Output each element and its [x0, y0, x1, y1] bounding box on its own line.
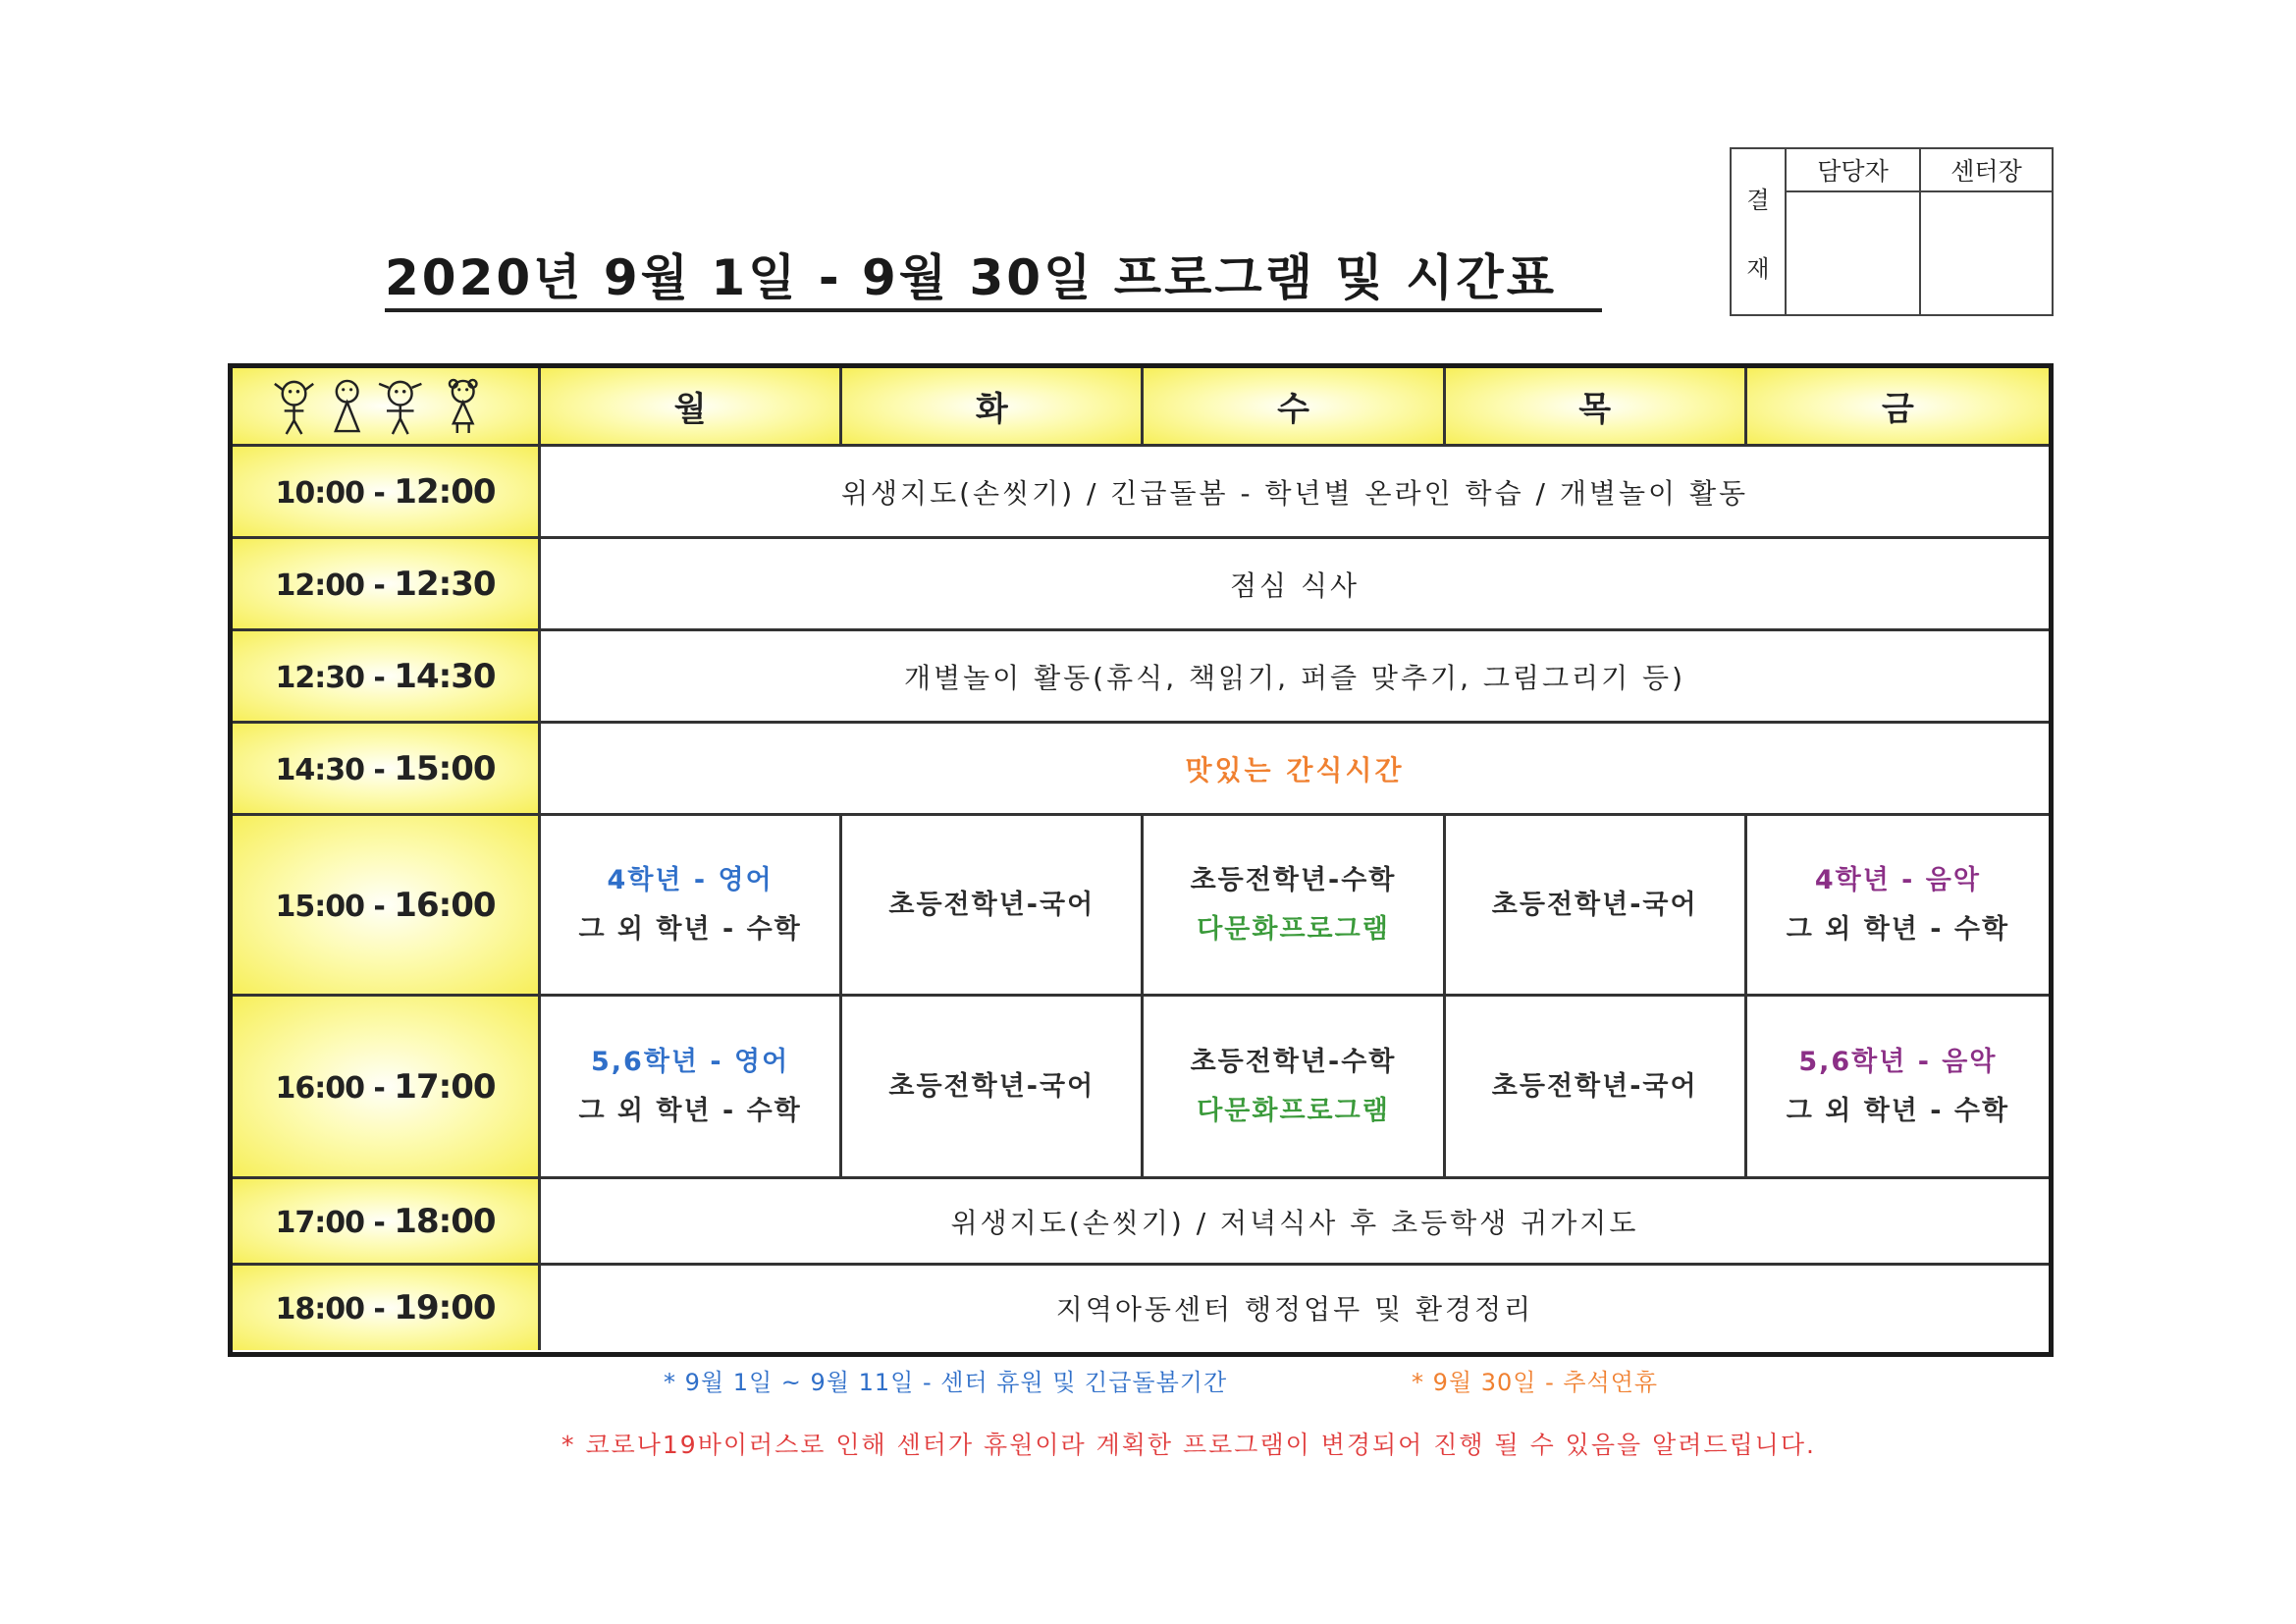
approval-side-top: 결 [1746, 186, 1770, 214]
time-start: 16:00 - [275, 1070, 395, 1106]
class-cell-tue [842, 816, 1144, 997]
time-start: 18:00 - [275, 1292, 395, 1326]
kids-illustration-icon [253, 376, 518, 436]
class-line: 그 외 학년 - 수학 [578, 1095, 802, 1126]
class-cell-mon [541, 816, 842, 997]
class-cell-fri [1747, 997, 2049, 1179]
class-line: 다문화프로그램 [1197, 913, 1390, 945]
time-slot [233, 447, 541, 539]
class-cell-wed [1144, 997, 1445, 1179]
class-line: 5,6학년 - 영어 [591, 1046, 790, 1077]
time-end: 17:00 [394, 1066, 496, 1107]
class-cell-thu [1446, 997, 1747, 1179]
approval-header-director: 센터장 [1919, 149, 2052, 192]
time-end: 12:30 [394, 564, 496, 604]
day-wed: 수 [1144, 368, 1445, 447]
note-covid: * 코로나19바이러스로 인해 센터가 휴원이라 계획한 프로그램이 변경되어 진행 될 수 있음을 알려드립니다. [561, 1431, 1816, 1459]
time-end: 16:00 [394, 885, 496, 925]
time-start: 15:00 - [275, 889, 395, 924]
class-cell-wed [1144, 816, 1445, 997]
time-start: 12:00 - [275, 568, 395, 603]
class-line: 초등전학년-국어 [888, 889, 1095, 920]
class-line: 그 외 학년 - 수학 [1786, 913, 2010, 945]
time-end: 14:30 [394, 656, 496, 696]
class-line: 초등전학년-국어 [1491, 889, 1698, 920]
time-start: 17:00 - [275, 1205, 395, 1240]
class-line: 다문화프로그램 [1197, 1095, 1390, 1126]
time-slot [233, 1179, 541, 1266]
time-start: 14:30 - [275, 752, 395, 787]
page-title: 2020년 9월 1일 - 9월 30일 프로그램 및 시간표 [385, 247, 1602, 312]
timetable [228, 363, 2054, 1357]
time-start: 12:30 - [275, 660, 395, 695]
time-start: 10:00 - [275, 475, 395, 511]
snack-time-row: 맛있는 간식시간 [541, 724, 2049, 816]
class-line: 초등전학년-국어 [888, 1070, 1095, 1102]
activity-row: 개별놀이 활동(휴식, 책읽기, 퍼즐 맞추기, 그림그리기 등) [541, 631, 2049, 724]
time-slot [233, 539, 541, 631]
class-line: 초등전학년-국어 [1491, 1070, 1698, 1102]
approval-box [1730, 147, 2054, 316]
class-line: 그 외 학년 - 수학 [578, 913, 802, 945]
approval-sign-manager [1787, 192, 1919, 314]
approval-header-manager: 담당자 [1787, 149, 1919, 192]
approval-side-label [1732, 149, 1787, 314]
note-chuseok: * 9월 30일 - 추석연휴 [1412, 1369, 1659, 1396]
class-cell-tue [842, 997, 1144, 1179]
class-cell-mon [541, 997, 842, 1179]
class-line: 초등전학년-수학 [1190, 1046, 1397, 1077]
class-cell-thu [1446, 816, 1747, 997]
class-line: 5,6학년 - 음악 [1798, 1046, 1998, 1077]
time-slot [233, 816, 541, 997]
time-slot [233, 724, 541, 816]
activity-row: 점심 식사 [541, 539, 2049, 631]
activity-row: 지역아동센터 행정업무 및 환경정리 [1055, 1293, 1534, 1326]
class-line: 4학년 - 음악 [1814, 864, 1981, 895]
class-cell-fri [1747, 816, 2049, 997]
time-end: 15:00 [394, 748, 496, 788]
corner-cell [233, 368, 541, 447]
class-line: 4학년 - 영어 [607, 864, 774, 895]
time-end: 18:00 [394, 1201, 496, 1241]
activity-row: 위생지도(손씻기) / 긴급돌봄 - 학년별 온라인 학습 / 개별놀이 활동 [541, 447, 2049, 539]
class-line: 그 외 학년 - 수학 [1786, 1095, 2010, 1126]
approval-side-bottom: 재 [1746, 254, 1770, 283]
time-slot [233, 631, 541, 724]
class-line: 초등전학년-수학 [1190, 864, 1397, 895]
day-mon: 월 [541, 368, 842, 447]
activity-row: 위생지도(손씻기) / 저녁식사 후 초등학생 귀가지도 [541, 1179, 2049, 1266]
time-slot [233, 1266, 541, 1350]
day-fri: 금 [1747, 368, 2049, 447]
time-slot [233, 997, 541, 1179]
time-end: 12:00 [394, 471, 496, 512]
approval-sign-director [1919, 192, 2052, 314]
note-holiday: * 9월 1일 ~ 9월 11일 - 센터 휴원 및 긴급돌봄기간 [664, 1369, 1228, 1396]
time-end: 19:00 [394, 1288, 496, 1327]
day-thu: 목 [1446, 368, 1747, 447]
day-tue: 화 [842, 368, 1144, 447]
